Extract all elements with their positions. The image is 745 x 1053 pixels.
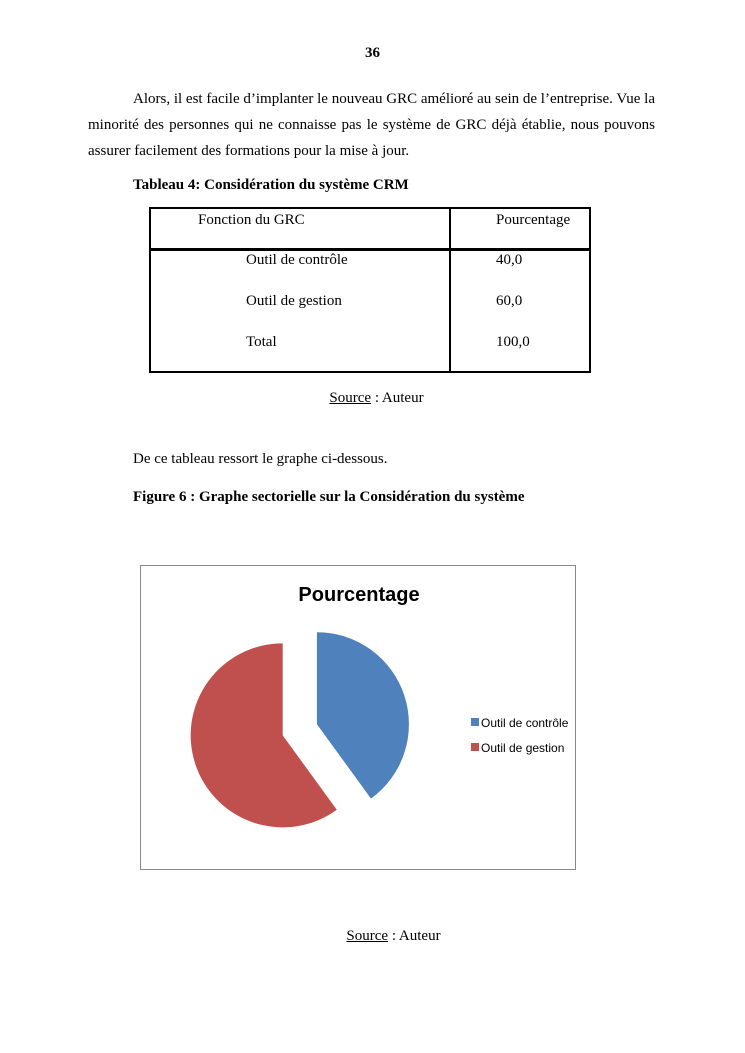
table-column-divider: [449, 209, 451, 371]
pie-slice-outil-de-gestion: [191, 643, 337, 827]
table-caption: Tableau 4: Considération du système CRM: [133, 177, 409, 193]
pie-slices: [191, 632, 409, 827]
table-source: [0, 390, 745, 407]
source-label: Source: [346, 928, 389, 944]
figure-caption: Figure 6 : Graphe sectorielle sur la Considération du système: [133, 489, 525, 505]
table-row-label: Outil de contrôle: [246, 252, 348, 268]
source-text: : Auteur: [388, 928, 441, 944]
pie-chart: [140, 565, 576, 870]
table-row-value: 60,0: [496, 293, 523, 309]
data-table: [149, 207, 591, 373]
page-number: 36: [365, 45, 380, 61]
pie-slice-outil-de-controle: [317, 632, 409, 798]
lead-text: De ce tableau ressort le graphe ci-dessous.: [133, 451, 388, 467]
legend-label: Outil de contrôle: [481, 716, 569, 730]
table-row-label: Total: [246, 334, 277, 350]
chart-legend: [471, 716, 569, 755]
chart-title: Pourcentage: [298, 584, 420, 606]
source-label: Source: [329, 390, 372, 406]
legend-label: Outil de gestion: [481, 741, 565, 755]
table-header-percentage: Pourcentage: [496, 212, 571, 228]
table-row-value: 100,0: [496, 334, 530, 350]
body-paragraph: [88, 86, 655, 164]
table-header-divider: [151, 248, 589, 251]
pie-chart-canvas: [141, 566, 577, 871]
table-header-function: Fonction du GRC: [198, 212, 305, 228]
figure-source: [0, 928, 745, 945]
table-row-label: Outil de gestion: [246, 293, 342, 309]
body-paragraph-text: Alors, il est facile d’implanter le nouveau GRC amélioré au sein de l’entreprise. Vue la minorité des personnes qui ne connaisse pas le système de GRC déjà établie, nous pouvons assurer facilement des formations pour la mise à jour.: [88, 91, 655, 159]
table-row-value: 40,0: [496, 252, 523, 268]
source-text: : Auteur: [371, 390, 424, 406]
legend-swatch: [471, 718, 479, 726]
legend-swatch: [471, 743, 479, 751]
